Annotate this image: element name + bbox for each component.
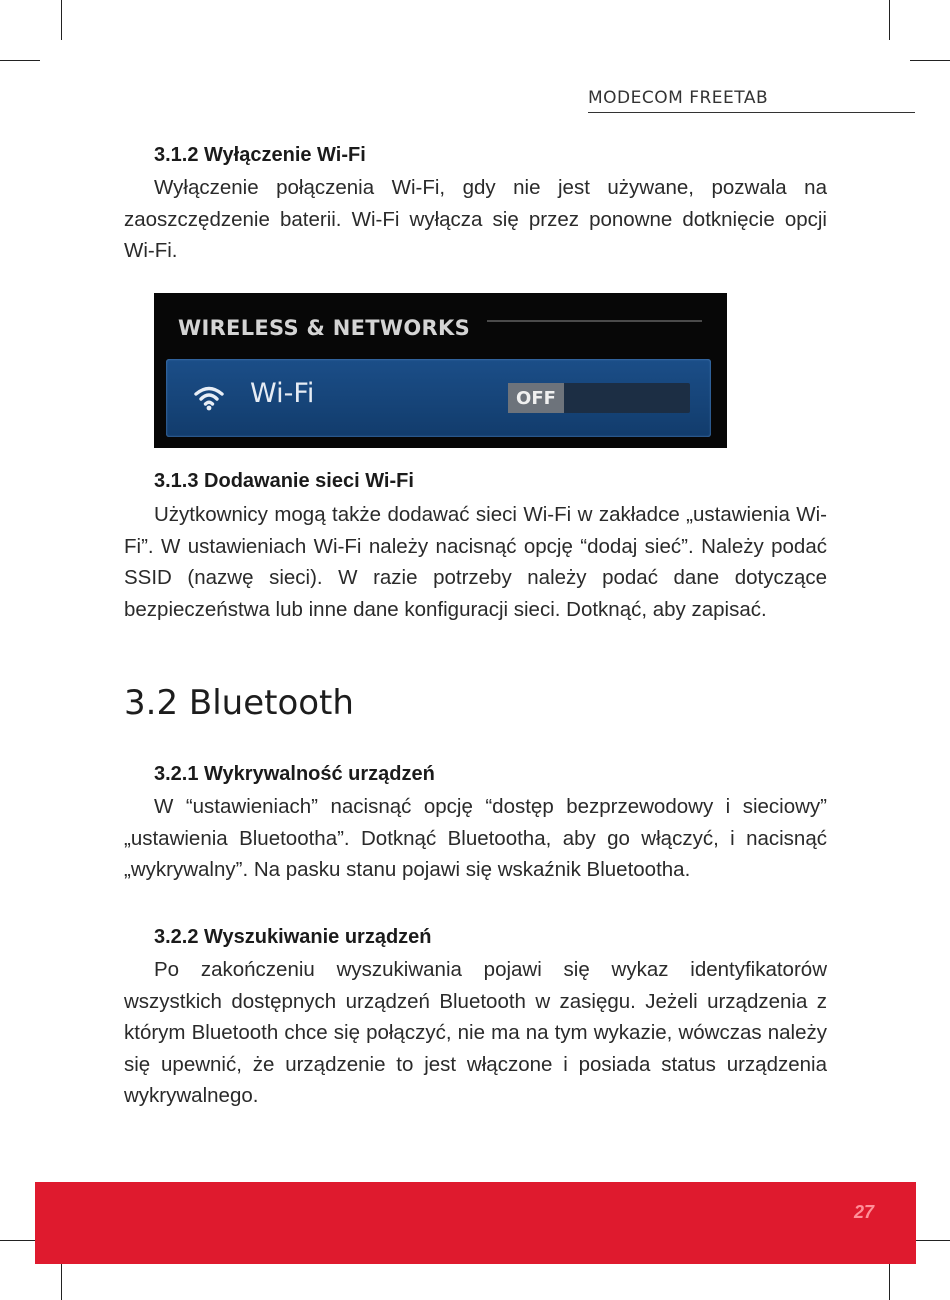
heading-3-2-1: 3.2.1 Wykrywalność urządzeń: [154, 763, 435, 785]
wifi-toggle: [508, 383, 690, 413]
wifi-settings-screenshot: [154, 293, 727, 448]
crop-mark: [0, 1240, 40, 1241]
crop-mark: [61, 0, 62, 40]
heading-3-2-2: 3.2.2 Wyszukiwanie urządzeń: [154, 926, 432, 948]
paragraph-3-2-1: W “ustawieniach” nacisnąć opcję “dostęp bezprzewodowy i sieciowy” „ustawienia Bluetootha”. Dotknąć Bluetootha, aby go włączyć, i nacisnąć „wykrywalny”. Na pasku stanu pojawi się wskaźnik Bluetootha.: [124, 795, 827, 881]
crop-mark: [889, 0, 890, 40]
crop-mark: [910, 1240, 950, 1241]
paragraph-3-1-3: Użytkownicy mogą także dodawać sieci Wi-Fi w zakładce „ustawienia Wi-Fi”. W ustawieniach Wi-Fi należy nacisnąć opcję “dodaj sieć”. Należy podać SSID (nazwę sieci). W razie potrzeby należy podać dane dotyczące bezpieczeństwa lub inne dane konfiguracji sieci. Dotknąć, aby zapisać.: [124, 503, 827, 621]
paragraph-3-1-2: Wyłączenie połączenia Wi-Fi, gdy nie jest używane, pozwala na zaoszczędzenie baterii. Wi-Fi wyłącza się przez ponowne dotknięcie opcji Wi-Fi.: [124, 176, 827, 262]
page-number: 27: [853, 1202, 874, 1222]
wifi-icon: [194, 385, 224, 411]
crop-mark: [910, 60, 950, 61]
heading-3-2: 3.2 Bluetooth: [124, 683, 354, 723]
crop-mark: [889, 1262, 890, 1300]
header-brand: MODECOM FREETAB: [588, 88, 769, 108]
crop-mark: [0, 60, 40, 61]
wifi-label: Wi-Fi: [250, 378, 315, 409]
heading-3-1-3: 3.1.3 Dodawanie sieci Wi-Fi: [154, 470, 414, 492]
crop-mark: [61, 1262, 62, 1300]
footer-band: [35, 1182, 916, 1264]
paragraph-3-2-2: Po zakończeniu wyszukiwania pojawi się wykaz identyfikatorów wszystkich dostępnych urządzeń Bluetooth w zasięgu. Jeżeli urządzenia z którym Bluetooth chce się połączyć, nie ma na tym wykazie, wówczas należy się upewnić, że urządzenie to jest włączone i posiada status urządzenia wykrywalnego.: [124, 958, 827, 1107]
wifi-setting-row: [166, 359, 711, 437]
header-rule: [588, 112, 915, 113]
section-divider: [487, 320, 702, 322]
heading-3-1-2: 3.1.2 Wyłączenie Wi-Fi: [154, 144, 366, 166]
toggle-off-label: OFF: [508, 383, 564, 413]
wireless-networks-title: WIRELESS & NETWORKS: [178, 316, 470, 340]
